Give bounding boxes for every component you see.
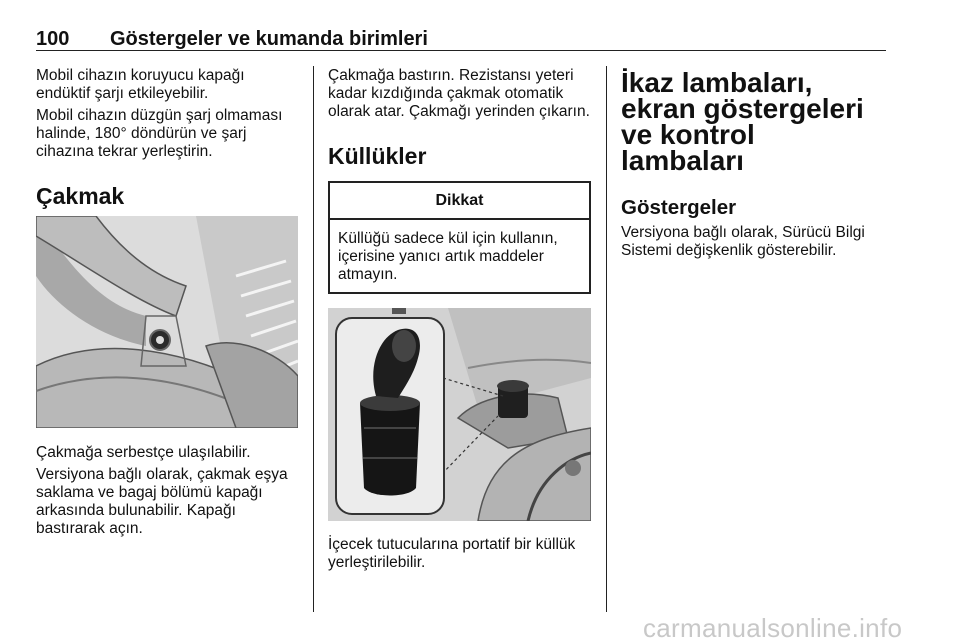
- cigarette-lighter-illustration: [36, 216, 298, 428]
- column-middle: [328, 67, 596, 294]
- column-divider-1: [313, 66, 314, 612]
- column-right: [621, 67, 883, 264]
- notice-box: [328, 181, 591, 294]
- page-number: 100: [36, 28, 70, 50]
- section-heading-warning-lights: İkaz lambaları, ekran göstergeleri ve kontrol lambaları: [621, 67, 864, 176]
- paragraph: Versiyona bağlı olarak, Sürücü Bilgi Sistemi değişkenlik gösterebilir.: [621, 224, 865, 259]
- section-heading-cigarette-lighter: Çakmak: [36, 183, 125, 209]
- watermark: carmanualsonline.info: [643, 613, 903, 643]
- subheading-gauges: Göstergeler: [621, 196, 737, 219]
- paragraph: Çakmağa bastırın. Rezistansı yeteri kadar kızdığında çakmak otomatik olarak atar. Çakmağı yerinden çıkarın.: [328, 67, 590, 120]
- notice-title: Dikkat: [330, 183, 589, 220]
- header-rule: [36, 50, 886, 51]
- column-middle-lower: [328, 536, 596, 576]
- ashtray-illustration: [328, 308, 591, 521]
- paragraph: Versiyona bağlı olarak, çakmak eşya saklama ve bagaj bölümü kapağı arkasında bulunabilir. Kapağı bastırarak açın.: [36, 466, 288, 537]
- section-heading-ashtrays: Küllükler: [328, 143, 427, 169]
- column-left: [36, 67, 300, 209]
- paragraph: Mobil cihazın koruyucu kapağı endüktif şarjı etkileyebilir.: [36, 67, 245, 102]
- paragraph: Mobil cihazın düzgün şarj olmaması halinde, 180° döndürün ve şarj cihazına tekrar yerleştirin.: [36, 107, 283, 160]
- column-left-lower: [36, 444, 302, 542]
- paragraph: İçecek tutucularına portatif bir küllük yerleştirilebilir.: [328, 536, 576, 571]
- notice-text: Küllüğü sadece kül için kullanın, içerisine yanıcı artık maddeler atmayın.: [338, 230, 558, 283]
- column-divider-2: [606, 66, 607, 612]
- paragraph: Çakmağa serbestçe ulaşılabilir.: [36, 444, 251, 461]
- chapter-title: Göstergeler ve kumanda birimleri: [110, 28, 428, 50]
